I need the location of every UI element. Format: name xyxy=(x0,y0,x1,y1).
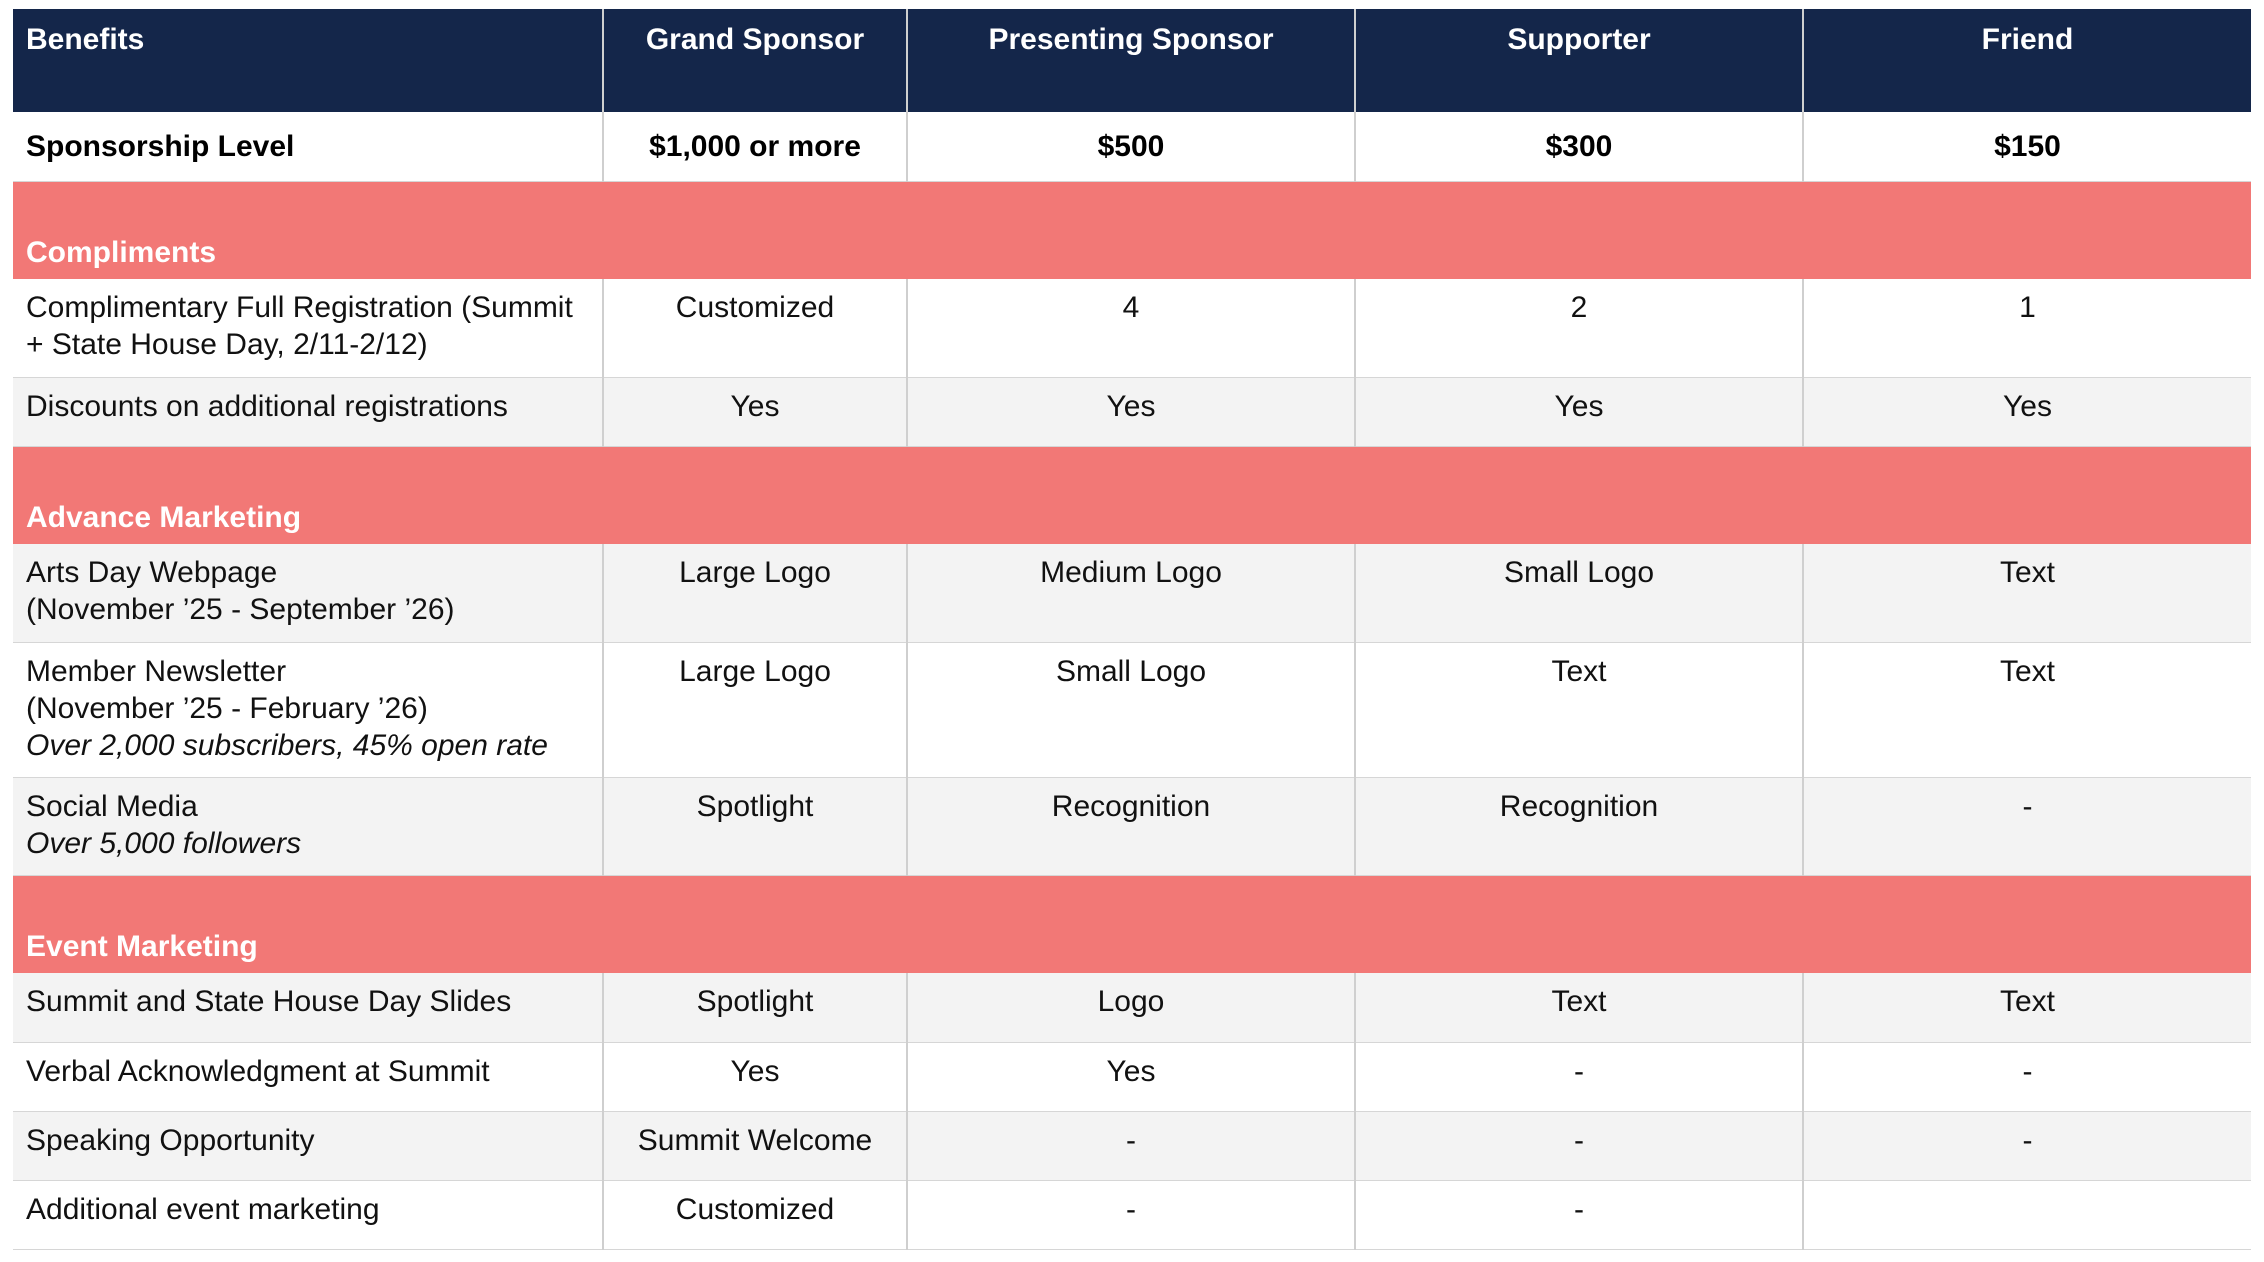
cell-grand-sponsor: Spotlight xyxy=(603,973,907,1042)
sponsorship-level-label: Sponsorship Level xyxy=(13,112,603,181)
header-row xyxy=(13,9,2251,112)
cell-friend: - xyxy=(1803,1042,2251,1111)
cell-supporter: Text xyxy=(1355,973,1803,1042)
row-label: Summit and State House Day Slides xyxy=(13,973,603,1042)
row-label-line: Complimentary Full Registration (Summit xyxy=(26,291,573,324)
header-friend: Friend xyxy=(1803,9,2251,112)
table-row xyxy=(13,1180,2251,1249)
cell-grand-sponsor: Large Logo xyxy=(603,642,907,777)
row-label: Speaking Opportunity xyxy=(13,1111,603,1180)
section-title: Advance Marketing xyxy=(13,446,2251,544)
cell-grand-sponsor: Large Logo xyxy=(603,544,907,642)
section-compliments xyxy=(13,181,2251,279)
cell-supporter: Text xyxy=(1355,642,1803,777)
cell-grand-sponsor: Yes xyxy=(603,377,907,446)
section-advance-marketing xyxy=(13,446,2251,544)
row-label xyxy=(13,544,603,642)
level-grand-sponsor: $1,000 or more xyxy=(603,112,907,181)
row-note: Over 5,000 followers xyxy=(26,826,302,860)
header-presenting-sponsor: Presenting Sponsor xyxy=(907,9,1355,112)
cell-presenting-sponsor: - xyxy=(907,1180,1355,1249)
cell-friend: - xyxy=(1803,1111,2251,1180)
cell-supporter: - xyxy=(1355,1042,1803,1111)
level-presenting-sponsor: $500 xyxy=(907,112,1355,181)
cell-grand-sponsor: Customized xyxy=(603,1180,907,1249)
table-row xyxy=(13,1042,2251,1111)
cell-presenting-sponsor: - xyxy=(907,1111,1355,1180)
cell-friend: Text xyxy=(1803,544,2251,642)
table-row xyxy=(13,377,2251,446)
table-row xyxy=(13,544,2251,642)
cell-presenting-sponsor: Logo xyxy=(907,973,1355,1042)
cell-friend: Text xyxy=(1803,973,2251,1042)
table-row xyxy=(13,973,2251,1042)
row-label-line: Member Newsletter xyxy=(26,654,287,688)
cell-presenting-sponsor: 4 xyxy=(907,279,1355,377)
row-label xyxy=(13,642,603,777)
sponsorship-level-row xyxy=(13,112,2251,181)
cell-presenting-sponsor: Recognition xyxy=(907,777,1355,875)
cell-friend xyxy=(1803,1180,2251,1249)
row-label: Discounts on additional registrations xyxy=(13,377,603,446)
table-row xyxy=(13,642,2251,777)
header-grand-sponsor: Grand Sponsor xyxy=(603,9,907,112)
sponsorship-benefits-table xyxy=(13,9,2251,1250)
cell-presenting-sponsor: Medium Logo xyxy=(907,544,1355,642)
cell-supporter: Yes xyxy=(1355,377,1803,446)
row-label: Additional event marketing xyxy=(13,1180,603,1249)
row-note: Over 2,000 subscribers, 45% open rate xyxy=(26,728,548,762)
cell-grand-sponsor: Yes xyxy=(603,1042,907,1111)
row-label-line: + State House Day, 2/11-2/12) xyxy=(26,328,428,361)
row-label-line: (November ’25 - February ’26) xyxy=(26,691,428,725)
row-label xyxy=(13,279,603,377)
cell-grand-sponsor: Summit Welcome xyxy=(603,1111,907,1180)
cell-friend: - xyxy=(1803,777,2251,875)
section-event-marketing xyxy=(13,875,2251,973)
level-supporter: $300 xyxy=(1355,112,1803,181)
cell-friend: Text xyxy=(1803,642,2251,777)
cell-presenting-sponsor: Yes xyxy=(907,377,1355,446)
cell-supporter: 2 xyxy=(1355,279,1803,377)
row-label-line: (November ’25 - September ’26) xyxy=(26,593,455,626)
header-benefits: Benefits xyxy=(13,9,603,112)
cell-grand-sponsor: Spotlight xyxy=(603,777,907,875)
cell-grand-sponsor: Customized xyxy=(603,279,907,377)
cell-presenting-sponsor: Yes xyxy=(907,1042,1355,1111)
cell-supporter: - xyxy=(1355,1111,1803,1180)
row-label: Verbal Acknowledgment at Summit xyxy=(13,1042,603,1111)
cell-supporter: Recognition xyxy=(1355,777,1803,875)
table-row xyxy=(13,279,2251,377)
cell-supporter: Small Logo xyxy=(1355,544,1803,642)
row-label-line: Social Media xyxy=(26,789,198,823)
header-supporter: Supporter xyxy=(1355,9,1803,112)
level-friend: $150 xyxy=(1803,112,2251,181)
section-title: Event Marketing xyxy=(13,875,2251,973)
section-title: Compliments xyxy=(13,181,2251,279)
row-label-line: Arts Day Webpage xyxy=(26,556,278,589)
table-row xyxy=(13,1111,2251,1180)
cell-friend: 1 xyxy=(1803,279,2251,377)
table-row xyxy=(13,777,2251,875)
cell-friend: Yes xyxy=(1803,377,2251,446)
cell-presenting-sponsor: Small Logo xyxy=(907,642,1355,777)
cell-supporter: - xyxy=(1355,1180,1803,1249)
row-label xyxy=(13,777,603,875)
